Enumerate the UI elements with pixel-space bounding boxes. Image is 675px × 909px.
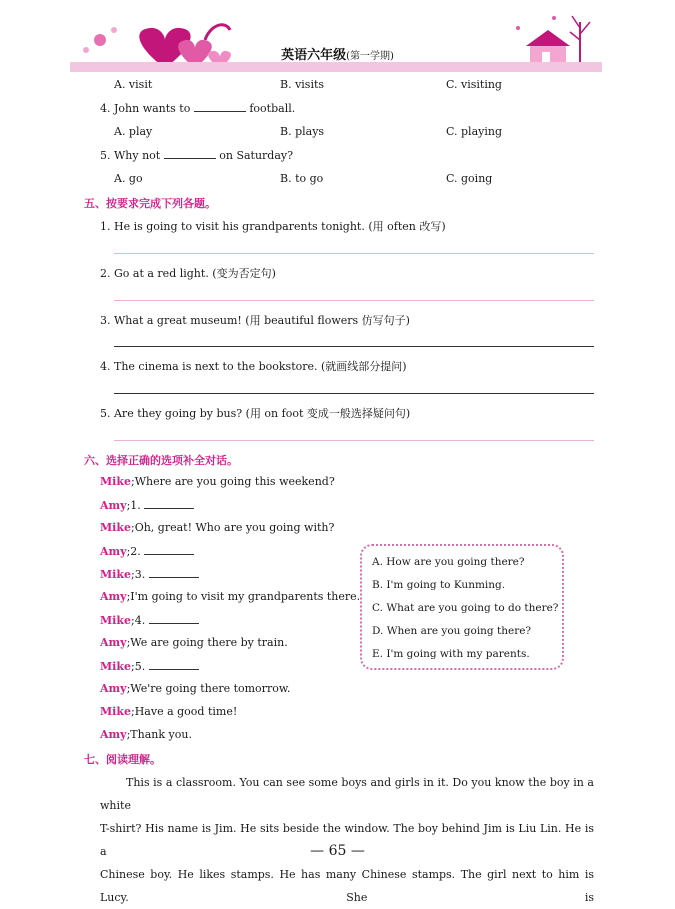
dialogue-line-10: Amy;We're going there tomorrow. bbox=[100, 682, 291, 695]
q4-option-a: A. play bbox=[114, 125, 153, 138]
s5-answer-line-5[interactable] bbox=[114, 440, 594, 441]
s5-item-5: 5. Are they going by bus? (用 on foot 变成一般选择疑问句) bbox=[100, 407, 411, 420]
dialogue-text: 1. bbox=[130, 499, 141, 512]
q5-option-c: C. going bbox=[446, 172, 493, 185]
dialogue-blank-5[interactable] bbox=[149, 659, 199, 670]
s5-item-1: 1. He is going to visit his grandparents tonight. (用 often 改写) bbox=[100, 220, 446, 233]
section6-title: 六、选择正确的选项补全对话。 bbox=[84, 454, 238, 467]
dialogue-blank-1[interactable] bbox=[144, 498, 194, 509]
title-text: 英语六年级 bbox=[281, 48, 347, 63]
q5-option-b: B. to go bbox=[280, 172, 324, 185]
dialogue-text: I'm going to visit my grandparents there. bbox=[130, 590, 361, 603]
speaker-mike: Mike bbox=[100, 705, 131, 718]
q4-option-c: C. playing bbox=[446, 125, 502, 138]
speaker-mike: Mike bbox=[100, 475, 131, 488]
passage-line-2: T-shirt? His name is Jim. He sits beside the window. The boy behind Jim is Liu Lin. He is a bbox=[100, 822, 594, 858]
dialogue-text: Have a good time! bbox=[134, 705, 238, 718]
q4-stem-before: 4. John wants to bbox=[100, 102, 191, 115]
dialogue-text: 5. bbox=[134, 660, 146, 673]
s5-item-2: 2. Go at a red light. (变为否定句) bbox=[100, 267, 276, 280]
s5-item-4: 4. The cinema is next to the bookstore. (就画线部分提问) bbox=[100, 360, 407, 373]
dialogue-line-8: Amy;We are going there by train. bbox=[100, 636, 288, 649]
dialogue-line-4: Amy;2. bbox=[100, 544, 194, 558]
speaker-mike: Mike bbox=[100, 521, 131, 534]
page-number: — 65 — bbox=[310, 843, 365, 859]
dialogue-blank-4[interactable] bbox=[149, 613, 199, 624]
option-b: B. I'm going to Kunming. bbox=[372, 579, 506, 591]
section5-title: 五、按要求完成下列各题。 bbox=[84, 197, 216, 210]
q5-blank[interactable] bbox=[164, 148, 216, 159]
s5-answer-line-3[interactable] bbox=[114, 346, 594, 347]
dialogue-text: 2. bbox=[130, 545, 141, 558]
dialogue-line-6: Amy;I'm going to visit my grandparents there. bbox=[100, 590, 361, 603]
q4-stem bbox=[100, 101, 295, 115]
section7-title: 七、阅读理解。 bbox=[84, 753, 161, 766]
speaker-mike: Mike bbox=[100, 660, 131, 673]
speaker-amy: Amy bbox=[100, 636, 127, 649]
dialogue-line-11: Mike;Have a good time! bbox=[100, 705, 238, 718]
speaker-amy: Amy bbox=[100, 728, 127, 741]
dialogue-line-9: Mike;5. bbox=[100, 659, 199, 673]
dialogue-line-7: Mike;4. bbox=[100, 613, 199, 627]
title-subtitle: (第一学期) bbox=[346, 51, 394, 62]
option-c: C. What are you going to do there? bbox=[372, 602, 559, 614]
s5-answer-line-2[interactable] bbox=[114, 300, 594, 301]
q5-stem bbox=[100, 148, 293, 162]
passage-line-1: This is a classroom. You can see some boys and girls in it. Do you know the boy in a white bbox=[100, 776, 594, 812]
options-box bbox=[360, 544, 564, 670]
option-a: A. How are you going there? bbox=[372, 556, 525, 568]
speaker-mike: Mike bbox=[100, 614, 131, 627]
q5-stem-before: 5. Why not bbox=[100, 149, 161, 162]
q3-option-a: A. visit bbox=[114, 78, 153, 91]
speaker-amy: Amy bbox=[100, 682, 127, 695]
dialogue-text: 4. bbox=[134, 614, 146, 627]
q5-stem-after: on Saturday? bbox=[219, 149, 294, 162]
option-e: E. I'm going with my parents. bbox=[372, 648, 530, 660]
reading-passage bbox=[100, 771, 594, 909]
s5-answer-line-4[interactable] bbox=[114, 393, 594, 394]
header-band bbox=[70, 62, 602, 72]
passage-line-3: Chinese boy. He likes stamps. He has many Chinese stamps. The girl next to him is Lucy. She is bbox=[100, 868, 594, 904]
q3-option-b: B. visits bbox=[280, 78, 325, 91]
dialogue-text: Thank you. bbox=[130, 728, 192, 741]
q5-option-a: A. go bbox=[114, 172, 143, 185]
dialogue-line-3: Mike;Oh, great! Who are you going with? bbox=[100, 521, 335, 534]
dialogue-line-2: Amy;1. bbox=[100, 498, 194, 512]
q3-option-c: C. visiting bbox=[446, 78, 502, 91]
s5-item-3: 3. What a great museum! (用 beautiful flowers 仿写句子) bbox=[100, 314, 410, 327]
dialogue-text: Where are you going this weekend? bbox=[134, 475, 335, 488]
dialogue-blank-3[interactable] bbox=[149, 567, 199, 578]
dialogue-text: We're going there tomorrow. bbox=[130, 682, 291, 695]
q4-blank[interactable] bbox=[194, 101, 246, 112]
dialogue-text: Oh, great! Who are you going with? bbox=[134, 521, 335, 534]
dialogue-line-5: Mike;3. bbox=[100, 567, 199, 581]
dialogue-line-12: Amy;Thank you. bbox=[100, 728, 192, 741]
dialogue-text: 3. bbox=[134, 568, 146, 581]
q4-option-b: B. plays bbox=[280, 125, 325, 138]
option-d: D. When are you going there? bbox=[372, 625, 532, 637]
speaker-amy: Amy bbox=[100, 499, 127, 512]
s5-answer-line-1[interactable] bbox=[114, 253, 594, 254]
q4-stem-after: football. bbox=[249, 102, 296, 115]
speaker-mike: Mike bbox=[100, 568, 131, 581]
dialogue-line-1: Mike;Where are you going this weekend? bbox=[100, 475, 335, 488]
speaker-amy: Amy bbox=[100, 590, 127, 603]
page-title bbox=[0, 44, 675, 63]
dialogue-text: We are going there by train. bbox=[130, 636, 288, 649]
speaker-amy: Amy bbox=[100, 545, 127, 558]
dialogue-blank-2[interactable] bbox=[144, 544, 194, 555]
